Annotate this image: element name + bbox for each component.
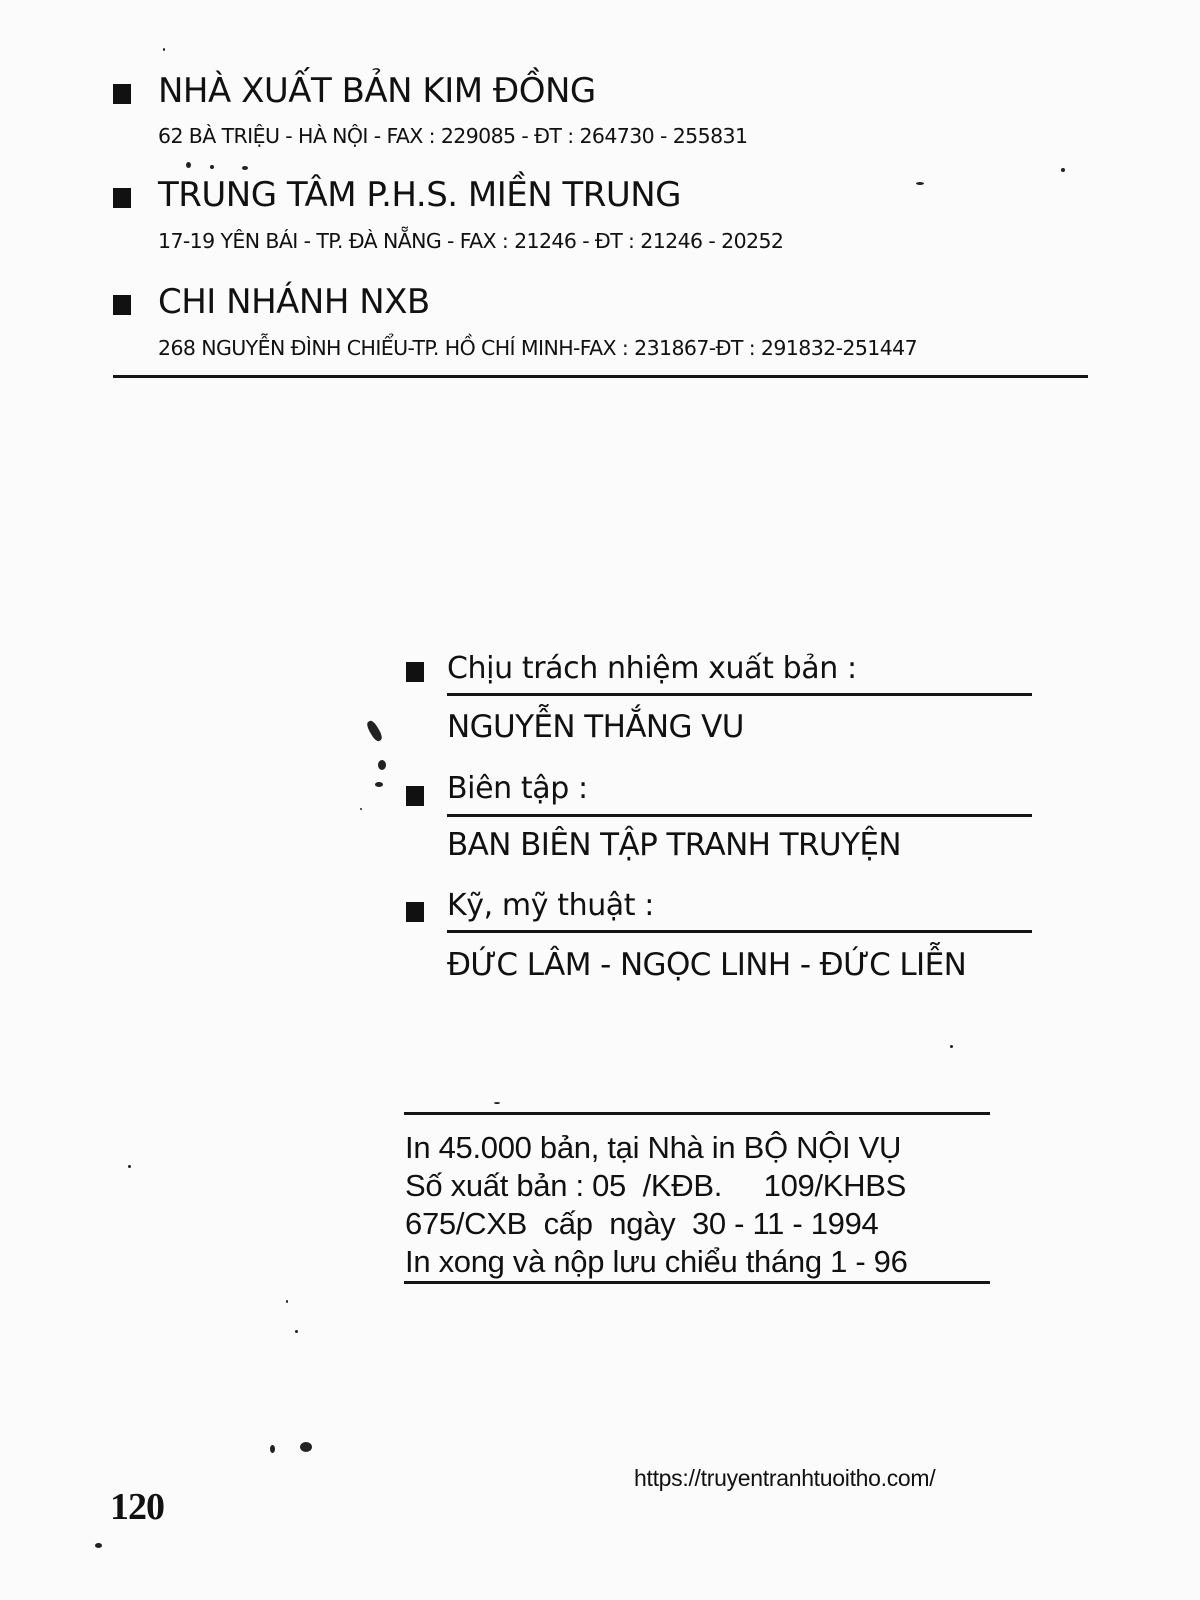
publisher-address: 62 BÀ TRIỆU - HÀ NỘI - FAX : 229085 - ĐT : 264730 - 255831 (158, 124, 748, 148)
square-bullet-icon (406, 786, 424, 806)
publisher-name: CHI NHÁNH NXB (158, 282, 430, 322)
credit-underline (447, 814, 1032, 817)
credit-label: Chịu trách nhiệm xuất bản : (447, 651, 857, 686)
page-number: 120 (110, 1486, 164, 1528)
publisher-address: 268 NGUYỄN ĐÌNH CHIỂU-TP. HỒ CHÍ MINH-FAX : 231867-ĐT : 291832-251447 (158, 336, 918, 360)
publisher-name: TRUNG TÂM P.H.S. MIỀN TRUNG (158, 175, 682, 215)
credit-underline (447, 930, 1032, 933)
square-bullet-icon (406, 902, 424, 922)
credit-label: Kỹ, mỹ thuật : (447, 888, 654, 923)
section-divider (113, 375, 1088, 378)
credit-value: NGUYỄN THẮNG VU (447, 709, 744, 745)
credit-underline (447, 693, 1032, 696)
source-url[interactable]: https://truyentranhtuoitho.com/ (634, 1465, 936, 1491)
credit-value: ĐỨC LÂM - NGỌC LINH - ĐỨC LIỄN (447, 947, 967, 983)
credit-value: BAN BIÊN TẬP TRANH TRUYỆN (447, 827, 901, 863)
colophon-bottom-rule (404, 1281, 990, 1284)
colophon-line: In 45.000 bản, tại Nhà in BỘ NỘI VỤ (405, 1130, 902, 1165)
square-bullet-icon (406, 662, 424, 682)
credit-label: Biên tập : (447, 771, 588, 806)
colophon-line: Số xuất bản : 05 /KĐB. 109/KHBS (405, 1168, 906, 1203)
publisher-name: NHÀ XUẤT BẢN KIM ĐỒNG (158, 71, 596, 111)
square-bullet-icon (113, 84, 131, 104)
square-bullet-icon (113, 295, 131, 315)
colophon-line: In xong và nộp lưu chiểu tháng 1 - 96 (405, 1244, 908, 1279)
square-bullet-icon (113, 188, 131, 208)
colophon-top-rule (404, 1112, 990, 1115)
publisher-address: 17-19 YÊN BÁI - TP. ĐÀ NẴNG - FAX : 21246 - ĐT : 21246 - 20252 (158, 229, 784, 253)
colophon-line: 675/CXB cấp ngày 30 - 11 - 1994 (405, 1206, 879, 1241)
